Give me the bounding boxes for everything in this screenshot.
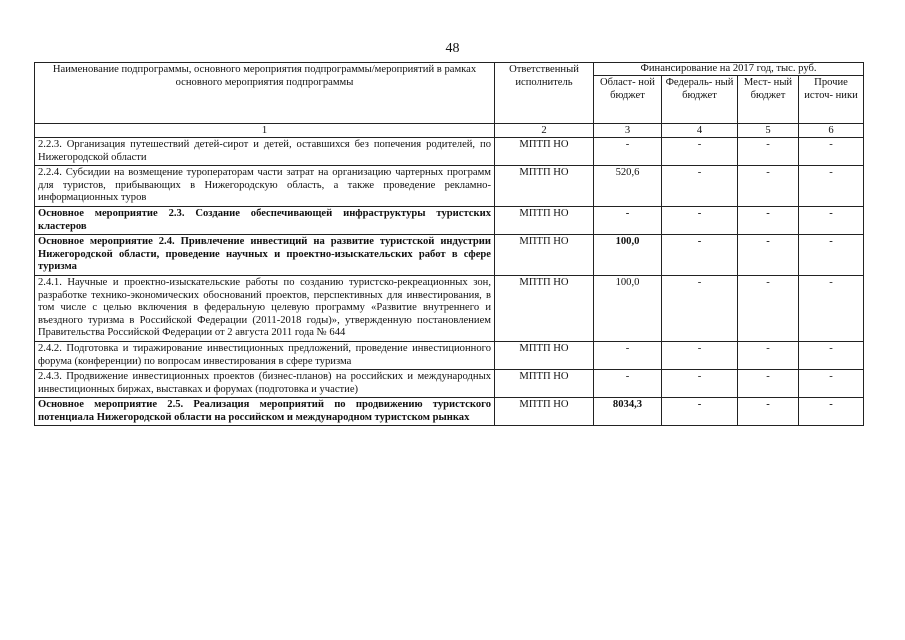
- table-row: [35, 206, 864, 234]
- row-name-cell: Основное мероприятие 2.4. Привлечение инвестиций на развитие туристской индустрии Нижегородской области, проведение научных и проектно-изыскательских работ в сфере туризма: [35, 235, 495, 276]
- table-row: [35, 341, 864, 369]
- header-name-column: Наименование подпрограммы, основного мероприятия подпрограммы/мероприятий в рамках основного мероприятия подпрограммы: [35, 63, 495, 124]
- row-name-cell: 2.4.2. Подготовка и тиражирование инвестиционных предложений, проведение инвестиционного форума (конференции) по вопросам инвестирования в сфере туризма: [35, 341, 495, 369]
- row-federal-cell: -: [662, 275, 738, 341]
- row-regional-cell: 100,0: [594, 275, 662, 341]
- row-name-cell: 2.4.1. Научные и проектно-изыскательские работы по созданию туристско-рекреационных зон, разработке технико-экономических обоснований проектов, перспективных для инвестирования, в том числе с целью включения в федеральную целевую программу «Развитие внутреннего и въездного туризма в Российской Федерации (2011-2018 годы)», утвержденную постановлением Правительства Российской Федерации от 2 августа 2011 года № 644: [35, 275, 495, 341]
- row-local-cell: -: [738, 206, 799, 234]
- row-federal-cell: -: [662, 398, 738, 426]
- row-regional-cell: 8034,3: [594, 398, 662, 426]
- row-other-cell: -: [799, 235, 864, 276]
- row-local-cell: -: [738, 398, 799, 426]
- row-federal-cell: -: [662, 341, 738, 369]
- row-executor-cell: МПТП НО: [495, 206, 594, 234]
- row-executor-cell: МПТП НО: [495, 341, 594, 369]
- header-local-budget: Мест- ный бюджет: [738, 76, 799, 124]
- row-name-cell: 2.2.4. Субсидии на возмещение туроператорам части затрат на организацию чартерных программ для туристов, прибывающих в Нижегородскую область, а также проведение рекламно-информационных туров: [35, 166, 495, 207]
- row-regional-cell: 520,6: [594, 166, 662, 207]
- row-other-cell: -: [799, 370, 864, 398]
- row-name-cell: 2.2.3. Организация путешествий детей-сирот и детей, оставшихся без попечения родителей, по Нижегородской области: [35, 138, 495, 166]
- page-number: 48: [445, 41, 460, 56]
- table-body: [35, 138, 864, 426]
- row-executor-cell: МПТП НО: [495, 138, 594, 166]
- row-executor-cell: МПТП НО: [495, 398, 594, 426]
- row-local-cell: -: [738, 166, 799, 207]
- row-other-cell: -: [799, 398, 864, 426]
- row-name-cell: Основное мероприятие 2.5. Реализация мероприятий по продвижению туристского потенциала Нижегородской области на российском и международном туристском рынках: [35, 398, 495, 426]
- column-number: 5: [738, 124, 799, 138]
- row-federal-cell: -: [662, 370, 738, 398]
- row-other-cell: -: [799, 341, 864, 369]
- table-row: [35, 370, 864, 398]
- row-local-cell: -: [738, 370, 799, 398]
- row-federal-cell: -: [662, 138, 738, 166]
- column-number: 6: [799, 124, 864, 138]
- row-other-cell: -: [799, 206, 864, 234]
- table-row: [35, 166, 864, 207]
- row-other-cell: -: [799, 166, 864, 207]
- row-name-cell: Основное мероприятие 2.3. Создание обеспечивающей инфраструктуры туристских кластеров: [35, 206, 495, 234]
- row-regional-cell: -: [594, 138, 662, 166]
- row-executor-cell: МПТП НО: [495, 370, 594, 398]
- column-number: 3: [594, 124, 662, 138]
- table-row: [35, 138, 864, 166]
- row-federal-cell: -: [662, 206, 738, 234]
- column-number-row: [35, 124, 864, 138]
- table-row: [35, 398, 864, 426]
- row-name-cell: 2.4.3. Продвижение инвестиционных проектов (бизнес-планов) на российских и международных инвестиционных биржах, выставках и форумах (подготовка и участие): [35, 370, 495, 398]
- row-local-cell: -: [738, 138, 799, 166]
- row-regional-cell: -: [594, 370, 662, 398]
- column-number: 2: [495, 124, 594, 138]
- row-regional-cell: 100,0: [594, 235, 662, 276]
- table-row: [35, 235, 864, 276]
- row-federal-cell: -: [662, 235, 738, 276]
- row-executor-cell: МПТП НО: [495, 235, 594, 276]
- row-other-cell: -: [799, 275, 864, 341]
- header-financing-group: Финансирование на 2017 год, тыс. руб.: [594, 63, 864, 76]
- header-row: [35, 63, 864, 76]
- row-local-cell: -: [738, 275, 799, 341]
- row-local-cell: -: [738, 341, 799, 369]
- header-executor-column: Ответственный исполнитель: [495, 63, 594, 124]
- header-other-sources: Прочие источ- ники: [799, 76, 864, 124]
- header-regional-budget: Област- ной бюджет: [594, 76, 662, 124]
- budget-table: [34, 62, 864, 426]
- column-number: 4: [662, 124, 738, 138]
- column-number: 1: [35, 124, 495, 138]
- row-regional-cell: -: [594, 206, 662, 234]
- row-executor-cell: МПТП НО: [495, 275, 594, 341]
- table-row: [35, 275, 864, 341]
- row-regional-cell: -: [594, 341, 662, 369]
- row-executor-cell: МПТП НО: [495, 166, 594, 207]
- row-local-cell: -: [738, 235, 799, 276]
- header-federal-budget: Федераль- ный бюджет: [662, 76, 738, 124]
- row-federal-cell: -: [662, 166, 738, 207]
- row-other-cell: -: [799, 138, 864, 166]
